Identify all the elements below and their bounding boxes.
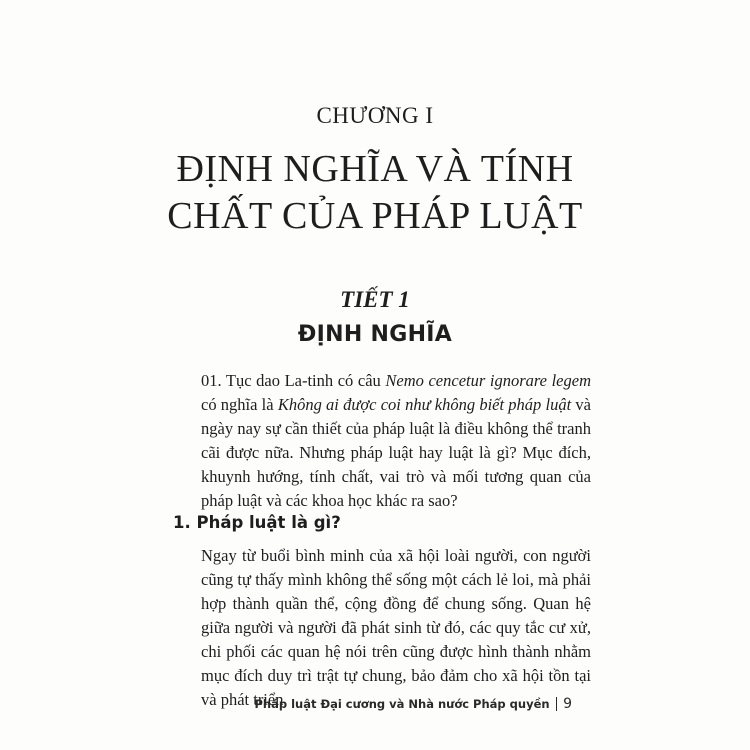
footer-book-title: Pháp luật Đại cương và Nhà nước Pháp quyền: [254, 697, 550, 711]
page-number: 9: [563, 696, 572, 712]
paragraph-1-segment: và ngày nay sự cần thiết của pháp luật là điều không thể tranh cãi được nữa. Nhưng pháp luật hay luật là gì? Mục đích, khuynh hướng, tính chất, vai trò và mối tương quan của pháp luật và các khoa học khác ra sao?: [201, 395, 591, 510]
paragraph-1: [173, 369, 591, 513]
footer-separator: [556, 697, 558, 711]
subheading: 1. Pháp luật là gì?: [173, 513, 341, 532]
paragraph-1-latin-phrase: Nemo cencetur ignorare legem: [385, 371, 591, 390]
chapter-title: [0, 146, 750, 240]
paragraph-1-translation: Không ai được coi như không biết pháp luật: [277, 395, 572, 414]
section-title: ĐỊNH NGHĨA: [297, 322, 453, 347]
chapter-label: CHƯƠNG I: [316, 103, 434, 128]
chapter-title-line-2: CHẤT CỦA PHÁP LUẬT: [167, 195, 583, 237]
paragraph-2: Ngay từ buổi bình minh của xã hội loài người, con người cũng tự thấy mình không thể sống một cách lẻ loi, mà phải hợp thành quần thể, cộng đồng để chung sống. Quan hệ giữa người và người đã phát sinh từ đó, các quy tắc cư xử, chi phối các quan hệ nói trên cũng được hình thành nhằm mục đích duy trì trật tự chung, bảo đảm cho xã hội tồn tại và phát triển.: [201, 546, 591, 709]
paragraph-1-segment: có nghĩa là: [201, 395, 278, 414]
chapter-title-line-1: ĐỊNH NGHĨA VÀ TÍNH: [176, 148, 574, 190]
paragraph-1-segment: 01. Tục dao La-tinh có câu: [201, 371, 386, 390]
page-footer: [254, 696, 572, 712]
section-label: TIẾT 1: [340, 287, 410, 312]
